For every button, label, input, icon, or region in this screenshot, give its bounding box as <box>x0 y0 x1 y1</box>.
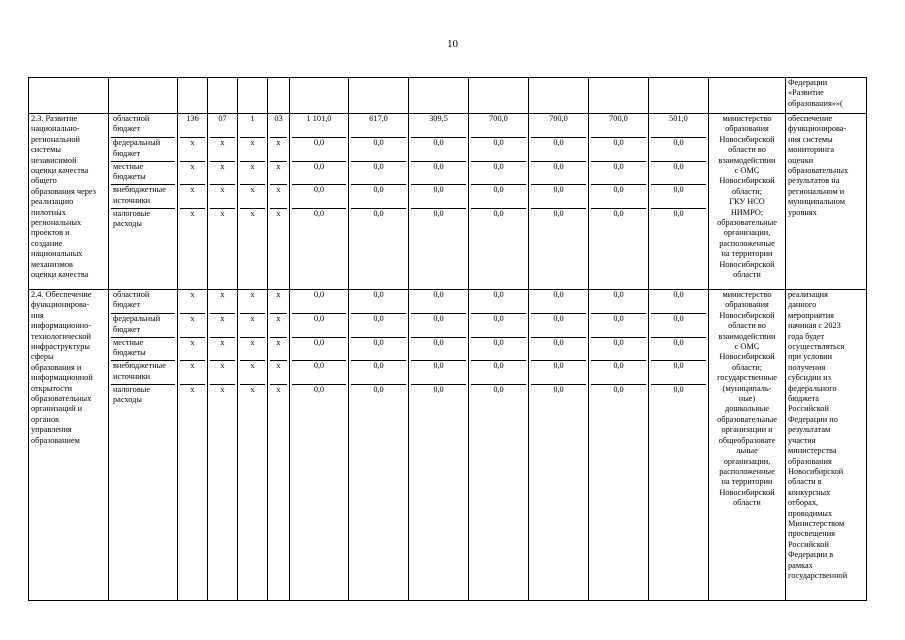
expected-result-text-line: федерального <box>788 383 837 393</box>
funding-value: 0,0 <box>373 290 384 299</box>
activity-name-line: независимой <box>31 155 77 165</box>
budget-code: x <box>270 161 287 184</box>
budget-code: x <box>180 161 205 184</box>
activity-name-line: образования и <box>31 362 82 372</box>
budget-code: x <box>210 384 235 407</box>
expected-result-text-line: государственной <box>788 570 848 580</box>
executor-text-line: (муниципаль- <box>722 383 772 393</box>
header-cell <box>409 78 469 114</box>
funding-source-label: внебюджетные источники <box>111 360 175 383</box>
budget-code: x <box>270 313 287 336</box>
funding-value: 0,0 <box>351 313 406 336</box>
executor-text-line: организации, <box>723 228 771 238</box>
funding-value: 0,0 <box>351 384 406 407</box>
budget-code: x <box>180 384 205 407</box>
header-cell <box>109 78 178 114</box>
executor-text-line: организации, <box>723 456 771 466</box>
funding-value: 617,0 <box>369 114 388 123</box>
funding-value-cell <box>589 114 649 290</box>
activity-name-line: 2.3. Развитие <box>31 114 78 123</box>
budget-code: 1 <box>250 114 255 123</box>
expected-result-text-line: образовательных <box>788 166 849 176</box>
budget-code: x <box>240 208 265 231</box>
funding-value: 0,0 <box>471 313 526 336</box>
activity-name-cell <box>29 114 109 290</box>
funding-value: 0,0 <box>531 161 586 184</box>
executor-text-line: Новосибирской <box>719 310 775 320</box>
funding-value-cell <box>469 290 529 601</box>
executor-text-line: на территории <box>721 477 773 487</box>
funding-value-cell <box>649 290 709 601</box>
expected-result-text-line: бюджета <box>788 394 819 404</box>
funding-value-cell <box>349 290 409 601</box>
expected-result-text-line: результатов на <box>788 176 840 186</box>
expected-result-text-line: области в <box>788 477 822 487</box>
expected-result-text-line: результатам <box>788 425 831 435</box>
expected-result-text-line: при условии <box>788 352 833 362</box>
funding-value: 0,0 <box>292 184 346 207</box>
expected-result-text-line: участия <box>788 435 816 445</box>
activity-name <box>31 290 106 446</box>
activity-row <box>29 290 867 601</box>
funding-value: 0,0 <box>531 184 586 207</box>
budget-code: x <box>240 137 265 160</box>
budget-code: x <box>250 290 255 299</box>
activity-name-line: общего <box>31 176 57 186</box>
activity-name-line: системы <box>31 145 61 155</box>
budget-code: x <box>270 360 287 383</box>
executor-cell <box>709 114 786 290</box>
funding-value: 0,0 <box>292 161 346 184</box>
header-cell <box>469 78 529 114</box>
funding-source-label: налоговые расходы <box>111 384 175 407</box>
header-cell <box>238 78 268 114</box>
funding-value: 0,0 <box>651 161 706 184</box>
activity-name <box>31 114 106 281</box>
funding-value: 0,0 <box>651 384 706 407</box>
budget-code-cell <box>208 114 238 290</box>
budget-code: x <box>180 137 205 160</box>
page-number: 10 <box>447 38 458 50</box>
funding-value: 0,0 <box>531 360 586 383</box>
executor-text-line: с ОМС <box>734 342 760 352</box>
budget-code-cell <box>178 290 208 601</box>
funding-source-label: внебюджетные источники <box>111 184 175 207</box>
funding-value: 0,0 <box>651 184 706 207</box>
executor-text-line: общеобразовате <box>718 435 776 445</box>
funding-value: 0,0 <box>591 137 646 160</box>
funding-value: 0,0 <box>313 290 325 299</box>
activity-name-line: национально- <box>31 124 80 134</box>
header-result-text <box>788 78 864 109</box>
budget-code: x <box>210 337 235 360</box>
funding-value: 0,0 <box>651 313 706 336</box>
activity-name-line: функционирова- <box>31 300 90 310</box>
budget-code: x <box>270 137 287 160</box>
expected-result-text-line: субсидии из <box>788 373 831 383</box>
header-result-text-line: образования»»( <box>788 98 843 108</box>
activity-name-line: технологической <box>31 331 91 341</box>
budget-code: x <box>220 290 225 299</box>
funding-value: 0,0 <box>411 337 466 360</box>
executor-text-line: области во <box>728 321 766 331</box>
budget-code: x <box>240 384 265 407</box>
funding-value: 0,0 <box>553 290 564 299</box>
budget-code: x <box>240 313 265 336</box>
budget-code: x <box>180 184 205 207</box>
executor-text-line: области; <box>731 186 763 196</box>
budget-code: x <box>276 290 281 299</box>
expected-result-text-line: проводимых <box>788 508 833 518</box>
budget-code-cell <box>238 114 268 290</box>
expected-result-text-line: реализация <box>788 290 828 299</box>
activity-name-cell <box>29 290 109 601</box>
expected-result-text-line: отборах, <box>788 498 819 508</box>
expected-result-text-line: ния системы <box>788 134 833 144</box>
expected-result-text-line: получения <box>788 362 826 372</box>
budget-code: x <box>180 360 205 383</box>
executor-text-line: области <box>733 270 761 280</box>
activity-name-line: 2.4. Обеспечение <box>31 290 92 299</box>
funding-source-label: областной бюджет <box>113 290 150 310</box>
expected-result-text-line: данного <box>788 300 817 310</box>
funding-value: 0,0 <box>411 360 466 383</box>
expected-result-text-line: начиная с 2023 <box>788 321 841 331</box>
expected-result-cell <box>786 290 867 601</box>
funding-value: 0,0 <box>351 184 406 207</box>
budget-code: x <box>180 313 205 336</box>
activity-name-line: образования через <box>31 186 96 196</box>
executor-text <box>711 114 783 281</box>
expected-result-text-line: просвещения <box>788 529 835 539</box>
header-cell <box>649 78 709 114</box>
budget-code: 03 <box>274 114 283 123</box>
executor-text-line: Новосибирской <box>719 134 775 144</box>
funding-value-cell <box>529 290 589 601</box>
budget-code: 07 <box>218 114 227 123</box>
funding-value: 0,0 <box>591 384 646 407</box>
funding-value: 0,0 <box>591 360 646 383</box>
budget-code: x <box>270 208 287 231</box>
header-result-text-line: Федерации <box>788 78 828 87</box>
funding-value: 0,0 <box>651 360 706 383</box>
funding-value: 700,0 <box>549 114 568 123</box>
budget-code-cell <box>268 290 290 601</box>
funding-value: 0,0 <box>531 313 586 336</box>
executor-text-line: с ОМС <box>734 166 760 176</box>
executor-text-line: области <box>733 498 761 508</box>
funding-value: 0,0 <box>411 208 466 231</box>
activity-name-line: создание <box>31 238 63 248</box>
executor-text-line: Новосибирской <box>719 352 775 362</box>
executor-text-line: на территории <box>721 249 773 259</box>
executor-text-line: министерство <box>722 290 772 299</box>
expected-result-cell <box>786 114 867 290</box>
funding-value: 0,0 <box>351 137 406 160</box>
executor-text-line: образования <box>725 124 769 134</box>
funding-value-cell <box>409 114 469 290</box>
expected-result-text-line: года будет <box>788 331 825 341</box>
expected-result-text-line: функционирова- <box>788 124 847 134</box>
budget-code-cell <box>268 114 290 290</box>
executor-text-line: дошкольные <box>724 404 770 414</box>
funding-value: 0,0 <box>651 208 706 231</box>
expected-result-text-line: мониторинга <box>788 145 835 155</box>
budget-code: x <box>270 384 287 407</box>
expected-result-text-line: обеспечение <box>788 114 833 123</box>
budget-code: x <box>270 337 287 360</box>
funding-value: 0,0 <box>411 161 466 184</box>
header-cell-result <box>786 78 867 114</box>
header-cell <box>178 78 208 114</box>
executor-text-line: образования <box>725 300 769 310</box>
header-continuation-row <box>29 78 867 114</box>
executor-text-line: государственные <box>717 373 777 383</box>
funding-value: 0,0 <box>292 337 346 360</box>
expected-result-text-line: образования <box>788 456 832 466</box>
executor-text-line: Новосибирской <box>719 259 775 269</box>
header-cell <box>709 78 786 114</box>
funding-value-cell <box>649 114 709 290</box>
funding-value-cell <box>529 114 589 290</box>
activity-name-line: информационной <box>31 373 93 383</box>
header-result-text-line: «Развитие <box>788 88 824 98</box>
activity-name-line: образовательных <box>31 394 92 404</box>
budget-code: x <box>210 161 235 184</box>
expected-result-text-line: осуществляться <box>788 342 845 352</box>
funding-value: 0,0 <box>292 360 346 383</box>
funding-value: 0,0 <box>651 337 706 360</box>
funding-value: 0,0 <box>531 208 586 231</box>
expected-result-text-line: рамках <box>788 560 813 570</box>
funding-value-cell <box>349 114 409 290</box>
executor-text-line: взаимодействии <box>718 331 776 341</box>
funding-value: 0,0 <box>591 161 646 184</box>
header-cell <box>349 78 409 114</box>
budget-code-cell <box>208 290 238 601</box>
funding-value: 0,0 <box>531 137 586 160</box>
funding-value: 0,0 <box>411 384 466 407</box>
budget-code: x <box>190 290 195 299</box>
funding-value: 0,0 <box>471 137 526 160</box>
expected-result-text-line: Российской <box>788 539 829 549</box>
budget-code: x <box>240 161 265 184</box>
header-cell <box>589 78 649 114</box>
budget-code: x <box>180 208 205 231</box>
executor-text <box>711 290 783 509</box>
budget-code: 136 <box>186 114 199 123</box>
expected-result-text-line: Министерством <box>788 518 845 528</box>
executor-text-line: образовательные <box>717 414 777 424</box>
expected-result-text <box>788 114 864 218</box>
executor-text-line: Новосибирской <box>719 487 775 497</box>
funding-value-cell <box>409 290 469 601</box>
funding-value-cell <box>469 114 529 290</box>
executor-text-line: льные <box>736 446 758 456</box>
executor-text-line: ГКУ НСО <box>729 197 765 207</box>
funding-value: 0,0 <box>471 161 526 184</box>
expected-result-text-line: оценки <box>788 155 814 165</box>
budget-code: x <box>240 337 265 360</box>
activity-name-line: инфраструктуры <box>31 342 90 352</box>
funding-value: 0,0 <box>531 384 586 407</box>
activity-name-line: региональной <box>31 134 80 144</box>
executor-text-line: расположенные <box>719 238 775 248</box>
funding-value: 0,0 <box>471 184 526 207</box>
activity-row <box>29 114 867 290</box>
expected-result-text-line: конкурсных <box>788 487 831 497</box>
activity-name-line: реализацию <box>31 197 74 207</box>
budget-code: x <box>210 360 235 383</box>
funding-value: 0,0 <box>613 290 624 299</box>
activity-name-line: механизмов <box>31 259 73 269</box>
executor-text-line: ные) <box>738 394 756 404</box>
funding-value: 309,5 <box>429 114 448 123</box>
funding-value-cell <box>290 114 349 290</box>
funding-value: 0,0 <box>351 360 406 383</box>
budget-code-cell <box>178 114 208 290</box>
funding-value: 501,0 <box>669 114 688 123</box>
activity-name-line: образованием <box>31 435 80 445</box>
header-cell <box>529 78 589 114</box>
expected-result-text-line: Российской <box>788 404 829 414</box>
budget-code-cell <box>238 290 268 601</box>
funding-value: 0,0 <box>411 184 466 207</box>
funding-value: 1 101,0 <box>306 114 332 123</box>
expected-result-text-line: министерства <box>788 446 837 456</box>
budget-code: x <box>240 184 265 207</box>
budget-code: x <box>210 208 235 231</box>
executor-text-line: НИМРО; <box>730 207 764 217</box>
activity-name-line: информационно- <box>31 321 92 331</box>
executor-text-line: расположенные <box>719 466 775 476</box>
expected-result-text-line: мероприятия <box>788 310 834 320</box>
funding-value: 0,0 <box>292 208 346 231</box>
funding-value: 700,0 <box>609 114 628 123</box>
funding-value: 0,0 <box>591 313 646 336</box>
funding-source-label: федеральный бюджет <box>111 137 175 160</box>
executor-text-line: области; <box>731 362 763 372</box>
expected-result-text-line: уровнях <box>788 207 817 217</box>
funding-value-cell <box>290 290 349 601</box>
activity-name-line: оценки качества <box>31 270 89 280</box>
executor-text-line: министерство <box>722 114 772 123</box>
activity-name-line: органов <box>31 414 59 424</box>
budget-code: x <box>210 184 235 207</box>
funding-source-label: местные бюджеты <box>111 337 175 360</box>
funding-value: 0,0 <box>471 337 526 360</box>
executor-text-line: образовательные <box>717 218 777 228</box>
funding-value: 0,0 <box>411 137 466 160</box>
executor-text-line: области во <box>728 145 766 155</box>
funding-value: 0,0 <box>292 384 346 407</box>
expected-result-text <box>788 290 864 581</box>
executor-cell <box>709 290 786 601</box>
funding-value: 0,0 <box>471 208 526 231</box>
expected-result-text-line: региональном и <box>788 186 845 196</box>
activity-name-line: пилотных <box>31 207 66 217</box>
funding-value: 0,0 <box>471 384 526 407</box>
funding-source-label: налоговые расходы <box>111 208 175 231</box>
budget-code: x <box>210 313 235 336</box>
funding-source-cell <box>109 290 178 601</box>
header-cell <box>29 78 109 114</box>
executor-text-line: Новосибирской <box>719 176 775 186</box>
activity-name-line: региональных <box>31 218 82 228</box>
funding-value: 0,0 <box>471 360 526 383</box>
activity-name-line: оценки качества <box>31 166 89 176</box>
funding-value: 0,0 <box>591 184 646 207</box>
expected-result-text-line: муниципальном <box>788 197 845 207</box>
executor-text-line: организации и <box>721 425 773 435</box>
funding-value-cell <box>589 290 649 601</box>
funding-value: 0,0 <box>411 313 466 336</box>
funding-value: 0,0 <box>292 137 346 160</box>
activity-name-line: организаций и <box>31 404 83 414</box>
funding-value: 0,0 <box>673 290 684 299</box>
activity-name-line: управления <box>31 425 72 435</box>
activity-name-line: проектов и <box>31 228 70 238</box>
executor-text-line: взаимодействии <box>718 155 776 165</box>
funding-value: 700,0 <box>489 114 508 123</box>
activity-name-line: сферы <box>31 352 54 362</box>
funding-value: 0,0 <box>351 337 406 360</box>
funding-source-label: областной бюджет <box>113 114 150 134</box>
funding-source-label: местные бюджеты <box>111 161 175 184</box>
header-cell <box>268 78 290 114</box>
activity-name-line: открытости <box>31 383 73 393</box>
budget-code: x <box>240 360 265 383</box>
budget-code: x <box>210 137 235 160</box>
funding-value: 0,0 <box>433 290 444 299</box>
funding-source-label: федеральный бюджет <box>111 313 175 336</box>
budget-code: x <box>180 337 205 360</box>
funding-value: 0,0 <box>351 161 406 184</box>
header-cell <box>290 78 349 114</box>
funding-value: 0,0 <box>651 137 706 160</box>
funding-source-cell <box>109 114 178 290</box>
program-activities-table <box>28 77 867 601</box>
funding-value: 0,0 <box>591 337 646 360</box>
funding-value: 0,0 <box>531 337 586 360</box>
header-cell <box>208 78 238 114</box>
funding-value: 0,0 <box>591 208 646 231</box>
activity-name-line: ния <box>31 310 44 320</box>
expected-result-text-line: Федерации по <box>788 414 838 424</box>
funding-value: 0,0 <box>351 208 406 231</box>
funding-value: 0,0 <box>493 290 504 299</box>
expected-result-text-line: Федерации в <box>788 550 834 560</box>
expected-result-text-line: Новосибирской <box>788 466 844 476</box>
activity-name-line: национальных <box>31 249 83 259</box>
funding-value: 0,0 <box>292 313 346 336</box>
budget-code: x <box>270 184 287 207</box>
